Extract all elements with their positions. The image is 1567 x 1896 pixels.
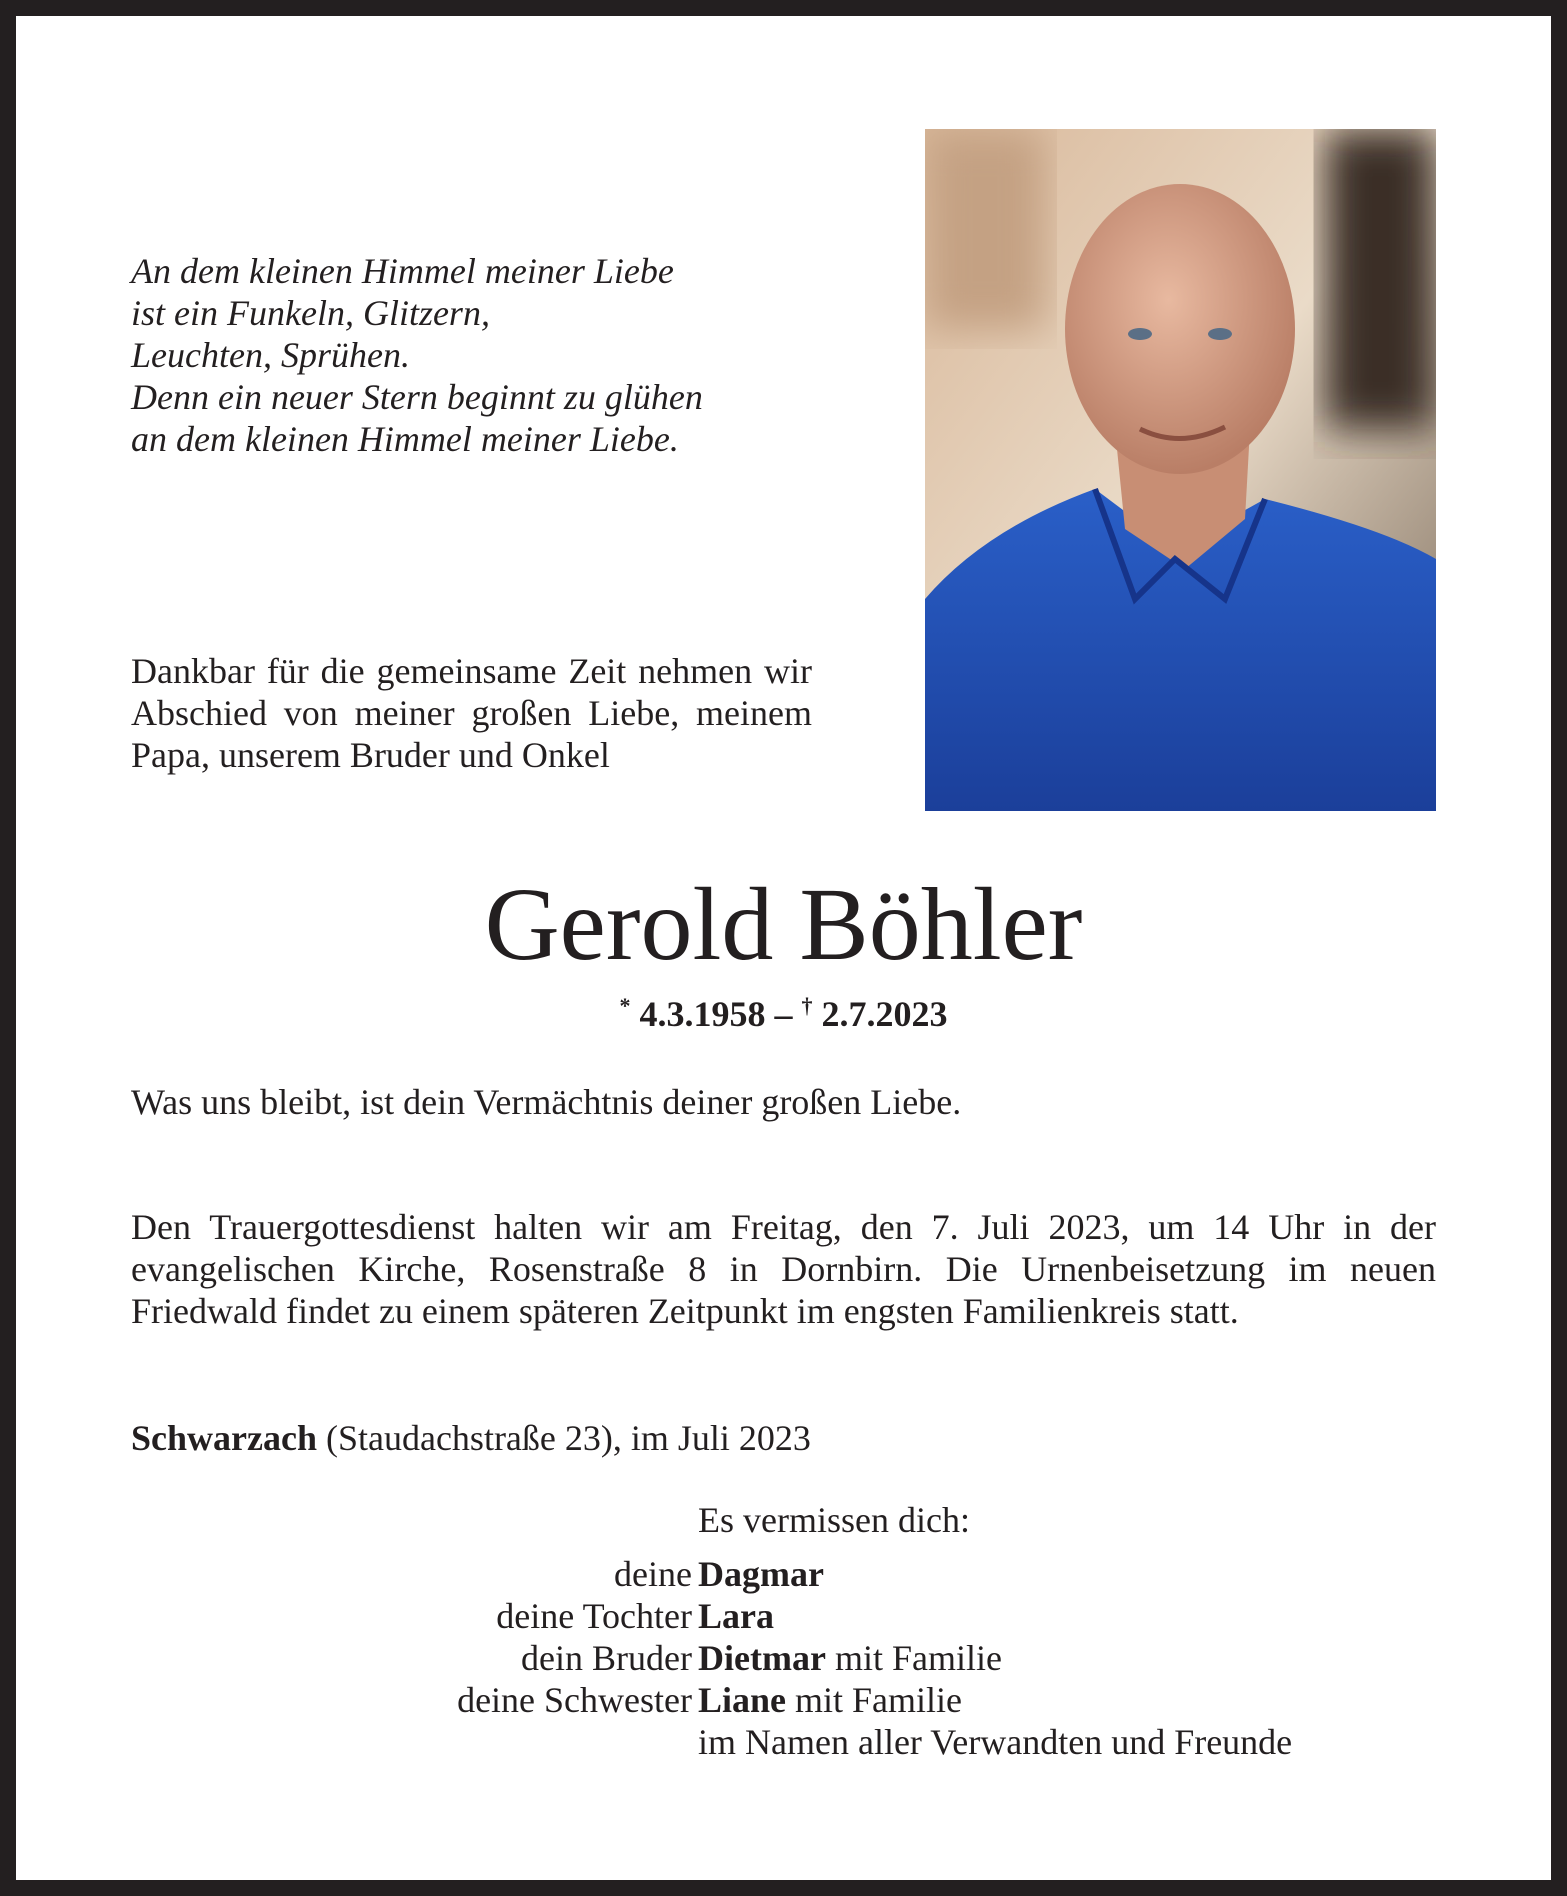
death-symbol: † [801,993,813,1018]
mourner-name: Liane [698,1680,787,1720]
mourners-list [0,1553,1567,1763]
service-text: Den Trauergottesdienst halten wir am Freitag, den 7. Juli 2023, um 14 Uhr in der evangelischen Kirche, Rosenstraße 8 in Dornbirn. Die Urnenbeisetzung im neuen Friedwald findet zu einem späteren Zeitpunkt im engsten Familienkreis statt. [131,1207,1436,1331]
life-dates [0,993,1567,1035]
poem [131,250,703,460]
poem-line: Leuchten, Sprühen. [131,335,410,375]
poem-line: ist ein Funkeln, Glitzern, [131,293,490,333]
relation: deine Schwester [457,1680,692,1720]
mourners-heading: Es vermissen dich: [698,1500,970,1540]
mourner-row [0,1553,1567,1595]
poem-line: an dem kleinen Himmel meiner Liebe. [131,419,679,459]
mourner-name: Dagmar [698,1554,824,1594]
birth-symbol: * [619,993,631,1018]
mourner-row [0,1721,1567,1763]
mourner-name: Dietmar [698,1638,826,1678]
mourner-row [0,1637,1567,1679]
legacy-text: Was uns bleibt, ist dein Vermächtnis deiner großen Liebe. [131,1082,962,1122]
mourner-row [0,1595,1567,1637]
address-date: (Staudachstraße 23), im Juli 2023 [316,1418,811,1458]
death-date: 2.7.2023 [821,994,948,1034]
poem-line: An dem kleinen Himmel meiner Liebe [131,251,674,291]
place-date [131,1417,811,1459]
date-dash: – [765,994,802,1034]
intro-text: Dankbar für die gemeinsame Zeit nehmen wir Abschied von meiner großen Liebe, meinem Papa, unserem Bruder und Onkel [131,651,812,775]
poem-line: Denn ein neuer Stern beginnt zu glühen [131,377,703,417]
suffix: im Namen aller Verwandten und Freunde [698,1722,1293,1762]
relation: deine Tochter [496,1596,692,1636]
suffix: mit Familie [786,1680,963,1720]
deceased-name: Gerold Böhler [484,867,1083,982]
mourner-name: Lara [698,1596,774,1636]
mourner-row [0,1679,1567,1721]
relation: deine [614,1554,692,1594]
birth-date: 4.3.1958 [639,994,766,1034]
relation: dein Bruder [521,1638,692,1678]
town: Schwarzach [131,1418,317,1458]
suffix: mit Familie [825,1638,1002,1678]
portrait-photo [925,129,1436,811]
